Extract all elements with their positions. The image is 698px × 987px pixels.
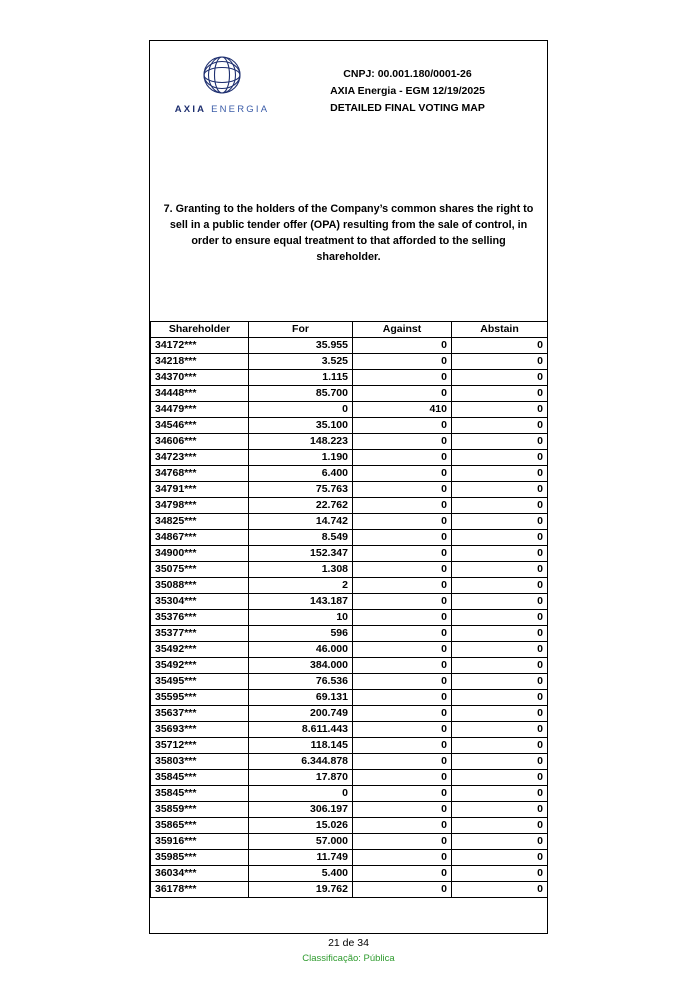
- against-cell: 0: [353, 738, 452, 754]
- table-row: [151, 482, 548, 498]
- for-cell: 3.525: [249, 354, 353, 370]
- table-row: [151, 418, 548, 434]
- shareholder-cell: 35492***: [151, 658, 249, 674]
- header-cnpj-line: CNPJ: 00.001.180/0001-26: [343, 68, 472, 80]
- against-cell: 0: [353, 482, 452, 498]
- against-cell: 0: [353, 466, 452, 482]
- against-cell: 0: [353, 578, 452, 594]
- table-row: [151, 386, 548, 402]
- abstain-cell: 0: [452, 530, 548, 546]
- against-cell: 0: [353, 706, 452, 722]
- table-row: [151, 754, 548, 770]
- against-cell: 0: [353, 882, 452, 898]
- shareholder-cell: 35492***: [151, 642, 249, 658]
- shareholder-cell: 34546***: [151, 418, 249, 434]
- for-cell: 35.955: [249, 338, 353, 354]
- against-cell: 410: [353, 402, 452, 418]
- for-cell: 596: [249, 626, 353, 642]
- abstain-cell: 0: [452, 738, 548, 754]
- abstain-cell: 0: [452, 466, 548, 482]
- for-cell: 118.145: [249, 738, 353, 754]
- shareholder-cell: 35985***: [151, 850, 249, 866]
- against-cell: 0: [353, 594, 452, 610]
- for-cell: 10: [249, 610, 353, 626]
- for-cell: 75.763: [249, 482, 353, 498]
- shareholder-cell: 34606***: [151, 434, 249, 450]
- table-row: [151, 514, 548, 530]
- for-cell: 15.026: [249, 818, 353, 834]
- document-page-frame: [149, 40, 548, 934]
- abstain-cell: 0: [452, 594, 548, 610]
- abstain-cell: 0: [452, 674, 548, 690]
- against-cell: 0: [353, 498, 452, 514]
- table-row: [151, 722, 548, 738]
- table-row: [151, 370, 548, 386]
- abstain-cell: 0: [452, 850, 548, 866]
- logo-wordmark: [175, 104, 270, 115]
- for-cell: 1.308: [249, 562, 353, 578]
- shareholder-cell: 35495***: [151, 674, 249, 690]
- sphere-logo-icon: [193, 54, 251, 101]
- table-body: [151, 338, 548, 898]
- for-cell: 17.870: [249, 770, 353, 786]
- against-cell: 0: [353, 786, 452, 802]
- column-header-against: Against: [353, 322, 452, 338]
- table-row: [151, 642, 548, 658]
- document-header: [150, 41, 547, 117]
- table-row: [151, 434, 548, 450]
- logo-text-energia: ENERGIA: [211, 104, 270, 115]
- against-cell: 0: [353, 562, 452, 578]
- abstain-cell: 0: [452, 802, 548, 818]
- shareholder-cell: 35865***: [151, 818, 249, 834]
- table-row: [151, 338, 548, 354]
- shareholder-cell: 35845***: [151, 786, 249, 802]
- table-row: [151, 658, 548, 674]
- for-cell: 8.611.443: [249, 722, 353, 738]
- against-cell: 0: [353, 610, 452, 626]
- shareholder-cell: 34218***: [151, 354, 249, 370]
- table-row: [151, 770, 548, 786]
- shareholder-cell: 35693***: [151, 722, 249, 738]
- shareholder-cell: 35088***: [151, 578, 249, 594]
- for-cell: 200.749: [249, 706, 353, 722]
- for-cell: 14.742: [249, 514, 353, 530]
- shareholder-cell: 35803***: [151, 754, 249, 770]
- for-cell: 19.762: [249, 882, 353, 898]
- header-title-block: [282, 54, 547, 117]
- for-cell: 85.700: [249, 386, 353, 402]
- shareholder-cell: 36178***: [151, 882, 249, 898]
- shareholder-cell: 35916***: [151, 834, 249, 850]
- abstain-cell: 0: [452, 546, 548, 562]
- shareholder-cell: 35637***: [151, 706, 249, 722]
- abstain-cell: 0: [452, 786, 548, 802]
- against-cell: 0: [353, 866, 452, 882]
- shareholder-cell: 34867***: [151, 530, 249, 546]
- against-cell: 0: [353, 802, 452, 818]
- abstain-cell: 0: [452, 482, 548, 498]
- header-document-title: DETAILED FINAL VOTING MAP: [330, 102, 485, 114]
- abstain-cell: 0: [452, 418, 548, 434]
- column-header-shareholder: Shareholder: [151, 322, 249, 338]
- against-cell: 0: [353, 722, 452, 738]
- table-row: [151, 738, 548, 754]
- for-cell: 6.400: [249, 466, 353, 482]
- axia-logo: [150, 54, 282, 117]
- table-row: [151, 466, 548, 482]
- table-row: [151, 834, 548, 850]
- shareholder-cell: 34768***: [151, 466, 249, 482]
- for-cell: 35.100: [249, 418, 353, 434]
- agenda-item-7-text: 7. Granting to the holders of the Company’s common shares the right to sell in a public tender offer (OPA) resulting from the sale of control, in order to ensure equal treatment to that afforded to the selling shareholder.: [163, 203, 534, 263]
- shareholder-cell: 34172***: [151, 338, 249, 354]
- table-row: [151, 562, 548, 578]
- table-row: [151, 690, 548, 706]
- table-row: [151, 802, 548, 818]
- shareholder-cell: 34479***: [151, 402, 249, 418]
- abstain-cell: 0: [452, 834, 548, 850]
- table-row: [151, 594, 548, 610]
- against-cell: 0: [353, 626, 452, 642]
- table-row: [151, 866, 548, 882]
- abstain-cell: 0: [452, 610, 548, 626]
- against-cell: 0: [353, 834, 452, 850]
- classification-label: Classificação: Pública: [302, 953, 395, 964]
- shareholder-cell: 34723***: [151, 450, 249, 466]
- for-cell: 22.762: [249, 498, 353, 514]
- shareholder-cell: 34448***: [151, 386, 249, 402]
- abstain-cell: 0: [452, 722, 548, 738]
- for-cell: 0: [249, 402, 353, 418]
- abstain-cell: 0: [452, 626, 548, 642]
- for-cell: 46.000: [249, 642, 353, 658]
- abstain-cell: 0: [452, 370, 548, 386]
- abstain-cell: 0: [452, 498, 548, 514]
- table-row: [151, 578, 548, 594]
- against-cell: 0: [353, 658, 452, 674]
- against-cell: 0: [353, 530, 452, 546]
- against-cell: 0: [353, 434, 452, 450]
- shareholder-cell: 35595***: [151, 690, 249, 706]
- shareholder-cell: 35304***: [151, 594, 249, 610]
- against-cell: 0: [353, 754, 452, 770]
- table-header-row: [151, 322, 548, 338]
- shareholder-cell: 34791***: [151, 482, 249, 498]
- table-row: [151, 674, 548, 690]
- abstain-cell: 0: [452, 386, 548, 402]
- table-row: [151, 450, 548, 466]
- shareholder-cell: 35376***: [151, 610, 249, 626]
- shareholder-cell: 34900***: [151, 546, 249, 562]
- shareholder-cell: 35712***: [151, 738, 249, 754]
- shareholder-cell: 35859***: [151, 802, 249, 818]
- against-cell: 0: [353, 450, 452, 466]
- logo-text-axia: AXIA: [174, 104, 207, 115]
- for-cell: 2: [249, 578, 353, 594]
- abstain-cell: 0: [452, 450, 548, 466]
- abstain-cell: 0: [452, 514, 548, 530]
- against-cell: 0: [353, 818, 452, 834]
- for-cell: 148.223: [249, 434, 353, 450]
- abstain-cell: 0: [452, 754, 548, 770]
- for-cell: 69.131: [249, 690, 353, 706]
- table-row: [151, 818, 548, 834]
- shareholder-cell: 35075***: [151, 562, 249, 578]
- against-cell: 0: [353, 690, 452, 706]
- against-cell: 0: [353, 354, 452, 370]
- table-row: [151, 498, 548, 514]
- abstain-cell: 0: [452, 866, 548, 882]
- against-cell: 0: [353, 418, 452, 434]
- against-cell: 0: [353, 674, 452, 690]
- shareholder-cell: 35377***: [151, 626, 249, 642]
- table-row: [151, 530, 548, 546]
- header-meeting-line: AXIA Energia - EGM 12/19/2025: [330, 85, 485, 97]
- abstain-cell: 0: [452, 578, 548, 594]
- table-row: [151, 402, 548, 418]
- for-cell: 76.536: [249, 674, 353, 690]
- against-cell: 0: [353, 546, 452, 562]
- for-cell: 8.549: [249, 530, 353, 546]
- shareholder-cell: 34798***: [151, 498, 249, 514]
- for-cell: 5.400: [249, 866, 353, 882]
- table-row: [151, 786, 548, 802]
- against-cell: 0: [353, 514, 452, 530]
- for-cell: 6.344.878: [249, 754, 353, 770]
- page-number: 21 de 34: [328, 937, 369, 949]
- against-cell: 0: [353, 338, 452, 354]
- against-cell: 0: [353, 642, 452, 658]
- for-cell: 11.749: [249, 850, 353, 866]
- abstain-cell: 0: [452, 706, 548, 722]
- for-cell: 384.000: [249, 658, 353, 674]
- against-cell: 0: [353, 386, 452, 402]
- for-cell: 57.000: [249, 834, 353, 850]
- shareholder-cell: 35845***: [151, 770, 249, 786]
- abstain-cell: 0: [452, 690, 548, 706]
- for-cell: 1.190: [249, 450, 353, 466]
- for-cell: 0: [249, 786, 353, 802]
- abstain-cell: 0: [452, 882, 548, 898]
- abstain-cell: 0: [452, 354, 548, 370]
- for-cell: 143.187: [249, 594, 353, 610]
- abstain-cell: 0: [452, 402, 548, 418]
- shareholder-cell: 34825***: [151, 514, 249, 530]
- against-cell: 0: [353, 770, 452, 786]
- table-row: [151, 354, 548, 370]
- shareholder-cell: 34370***: [151, 370, 249, 386]
- abstain-cell: 0: [452, 658, 548, 674]
- for-cell: 306.197: [249, 802, 353, 818]
- table-row: [151, 546, 548, 562]
- table-row: [151, 850, 548, 866]
- column-header-for: For: [249, 322, 353, 338]
- abstain-cell: 0: [452, 562, 548, 578]
- table-row: [151, 706, 548, 722]
- for-cell: 1.115: [249, 370, 353, 386]
- abstain-cell: 0: [452, 434, 548, 450]
- against-cell: 0: [353, 370, 452, 386]
- abstain-cell: 0: [452, 338, 548, 354]
- table-row: [151, 882, 548, 898]
- abstain-cell: 0: [452, 642, 548, 658]
- for-cell: 152.347: [249, 546, 353, 562]
- column-header-abstain: Abstain: [452, 322, 548, 338]
- voting-table: [150, 321, 548, 898]
- abstain-cell: 0: [452, 818, 548, 834]
- against-cell: 0: [353, 850, 452, 866]
- shareholder-cell: 36034***: [151, 866, 249, 882]
- abstain-cell: 0: [452, 770, 548, 786]
- table-row: [151, 626, 548, 642]
- table-row: [151, 610, 548, 626]
